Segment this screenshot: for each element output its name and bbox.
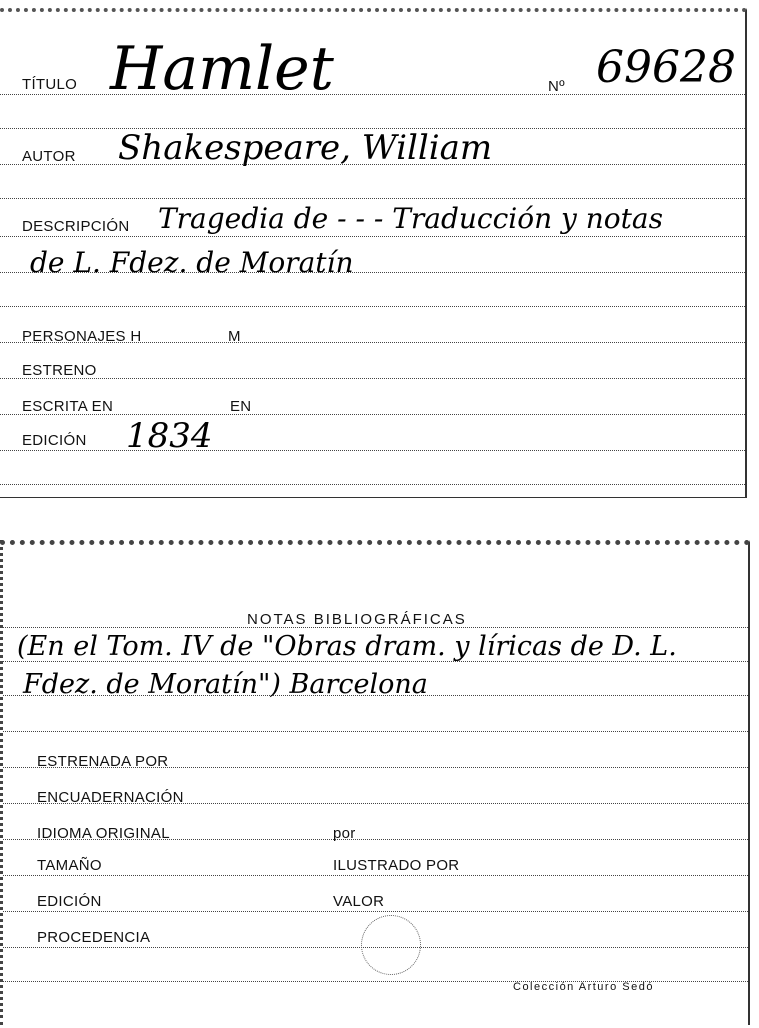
estreno-label: ESTRENO: [22, 362, 97, 379]
rule: [0, 484, 745, 485]
notas-heading: NOTAS BIBLIOGRÁFICAS: [247, 611, 467, 628]
encuadernacion-label: ENCUADERNACIÓN: [37, 789, 184, 806]
titulo-label: TÍTULO: [22, 76, 78, 93]
descripcion-label: DESCRIPCIÓN: [22, 218, 130, 235]
catalog-card-front: [0, 8, 747, 498]
edicion-label-2: EDICIÓN: [37, 893, 102, 910]
descripcion-line1: Tragedia de - - - Traducción y notas: [158, 202, 663, 235]
estrenada-label: ESTRENADA POR: [37, 753, 169, 770]
idioma-por-label: por: [333, 825, 356, 842]
escrita-en-label: EN: [230, 398, 252, 415]
catalog-card-back: [0, 540, 750, 1025]
rule: [0, 198, 745, 199]
numero-value: 69628: [596, 42, 736, 93]
collection-credit: Colección Arturo Sedó: [513, 981, 654, 993]
rule: [0, 236, 745, 237]
rule: [3, 875, 748, 876]
idioma-label: IDIOMA ORIGINAL: [37, 825, 170, 842]
numero-label: Nº: [548, 78, 565, 95]
ilustrado-label: ILUSTRADO POR: [333, 857, 460, 874]
edicion-value: 1834: [126, 416, 213, 456]
tamano-label: TAMAÑO: [37, 857, 102, 874]
procedencia-label: PROCEDENCIA: [37, 929, 151, 946]
notes-line1: (En el Tom. IV de "Obras dram. y líricas de D. L.: [17, 631, 677, 662]
rule: [3, 911, 748, 912]
personajes-label: PERSONAJES H: [22, 328, 142, 345]
descripcion-line2: de L. Fdez. de Moratín: [30, 246, 354, 279]
autor-label: AUTOR: [22, 148, 76, 165]
rule: [0, 306, 745, 307]
rule: [0, 450, 745, 451]
edicion-label: EDICIÓN: [22, 432, 87, 449]
escrita-label: ESCRITA EN: [22, 398, 114, 415]
circular-stamp: [361, 915, 421, 975]
personajes-m-label: M: [228, 328, 241, 345]
notes-line2: Fdez. de Moratín") Barcelona: [23, 669, 428, 700]
rule: [0, 378, 745, 379]
valor-label: VALOR: [333, 893, 385, 910]
rule: [3, 731, 748, 732]
autor-value: Shakespeare, William: [118, 128, 493, 168]
titulo-value: Hamlet: [110, 34, 334, 104]
